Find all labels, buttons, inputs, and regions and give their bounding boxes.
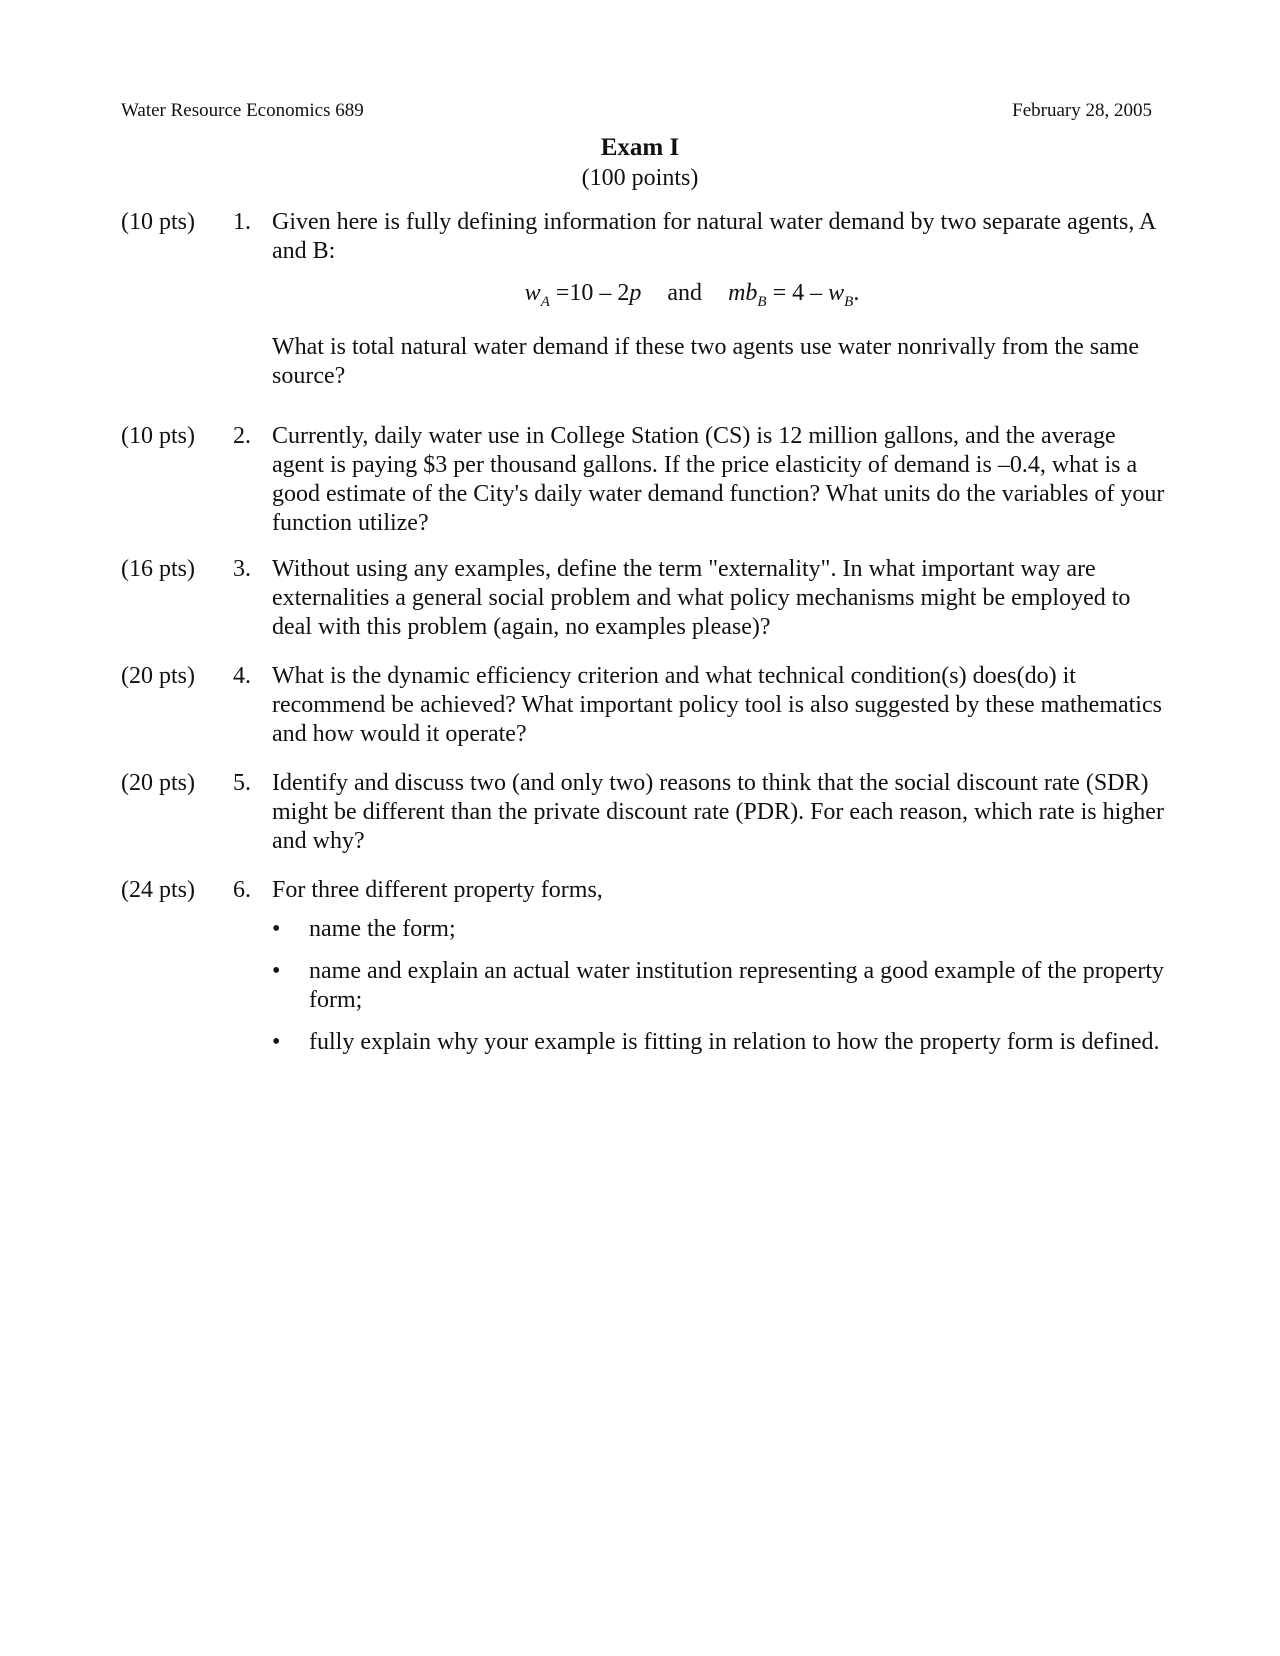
- demand-formula: [272, 279, 1172, 317]
- question-text: Currently, daily water use in College Station (CS) is 12 million gallons, and the average agent is paying $3 per thousand gallons. If the price elasticity of demand is –0.4, what is a good estimate of the City's daily water demand function? What units do the variables of your function utilize?: [272, 423, 1165, 536]
- question-text: Identify and discuss two (and only two) reasons to think that the social discount rate (SDR) might be different than the private discount rate (PDR). For each reason, which rate is higher and why?: [272, 770, 1164, 854]
- list-item-text: name the form;: [309, 916, 456, 942]
- formula-rhs-a: =10 – 2: [555, 280, 630, 306]
- formula-connector: and: [667, 280, 703, 306]
- formula-p-var: p: [629, 280, 642, 306]
- course-name: Water Resource Economics 689: [121, 100, 364, 121]
- formula-end: .: [853, 280, 860, 306]
- formula-wb-var: w: [828, 280, 845, 306]
- question-body: [272, 876, 1172, 1070]
- formula-mb-var: mb: [728, 280, 758, 306]
- formula-sub-b2: B: [844, 293, 854, 310]
- question-points: (24 pts): [121, 877, 195, 903]
- bullet-icon: •: [272, 1029, 281, 1055]
- question-body: [272, 769, 1172, 856]
- question-text: For three different property forms,: [272, 877, 603, 903]
- bullet-icon: •: [272, 916, 281, 942]
- question-text: Given here is fully defining information for natural water demand by two separate agents, A and B:: [272, 209, 1156, 264]
- formula-sub-a: A: [540, 293, 550, 310]
- list-item-text: fully explain why your example is fitting in relation to how the property form is defined.: [309, 1029, 1160, 1055]
- question-points: (10 pts): [121, 423, 195, 449]
- question-points: (20 pts): [121, 663, 195, 689]
- question-text-2: What is total natural water demand if these two agents use water nonrivally from the same source?: [272, 333, 1140, 389]
- question-points: (20 pts): [121, 770, 195, 796]
- question-body: [272, 208, 1172, 391]
- question-number: 2.: [233, 423, 251, 449]
- formula-sub-b: B: [757, 293, 767, 310]
- exam-title: Exam I: [600, 134, 680, 161]
- list-item: [272, 915, 1172, 944]
- formula-w-var: w: [524, 280, 541, 306]
- question-body: [272, 662, 1172, 749]
- question-number: 5.: [233, 770, 251, 796]
- question-points: (16 pts): [121, 556, 195, 582]
- question-text: What is the dynamic efficiency criterion and what technical condition(s) does(do) it recommend be achieved? What important policy tool is also suggested by these mathematics and how would it operate?: [272, 663, 1162, 747]
- bullet-list: [272, 915, 1172, 1057]
- question-body: [272, 422, 1172, 538]
- formula-rhs-b: = 4 –: [772, 280, 823, 306]
- question-body: [272, 555, 1172, 642]
- question-text: Without using any examples, define the term "externality". In what important way are externalities a general social problem and what policy mechanisms might be employed to deal with this problem (again, no examples please)?: [272, 556, 1131, 640]
- bullet-icon: •: [272, 958, 281, 984]
- exam-total-points: (100 points): [581, 165, 699, 191]
- question-number: 4.: [233, 663, 251, 689]
- question-number: 3.: [233, 556, 251, 582]
- question-number: 6.: [233, 877, 251, 903]
- question-number: 1.: [233, 209, 251, 235]
- exam-date: February 28, 2005: [1012, 100, 1152, 121]
- title-block: [0, 133, 1280, 193]
- list-item: [272, 1028, 1172, 1057]
- list-item-text: name and explain an actual water institution representing a good example of the property form;: [309, 958, 1165, 1013]
- list-item: [272, 957, 1172, 1015]
- question-points: (10 pts): [121, 209, 195, 235]
